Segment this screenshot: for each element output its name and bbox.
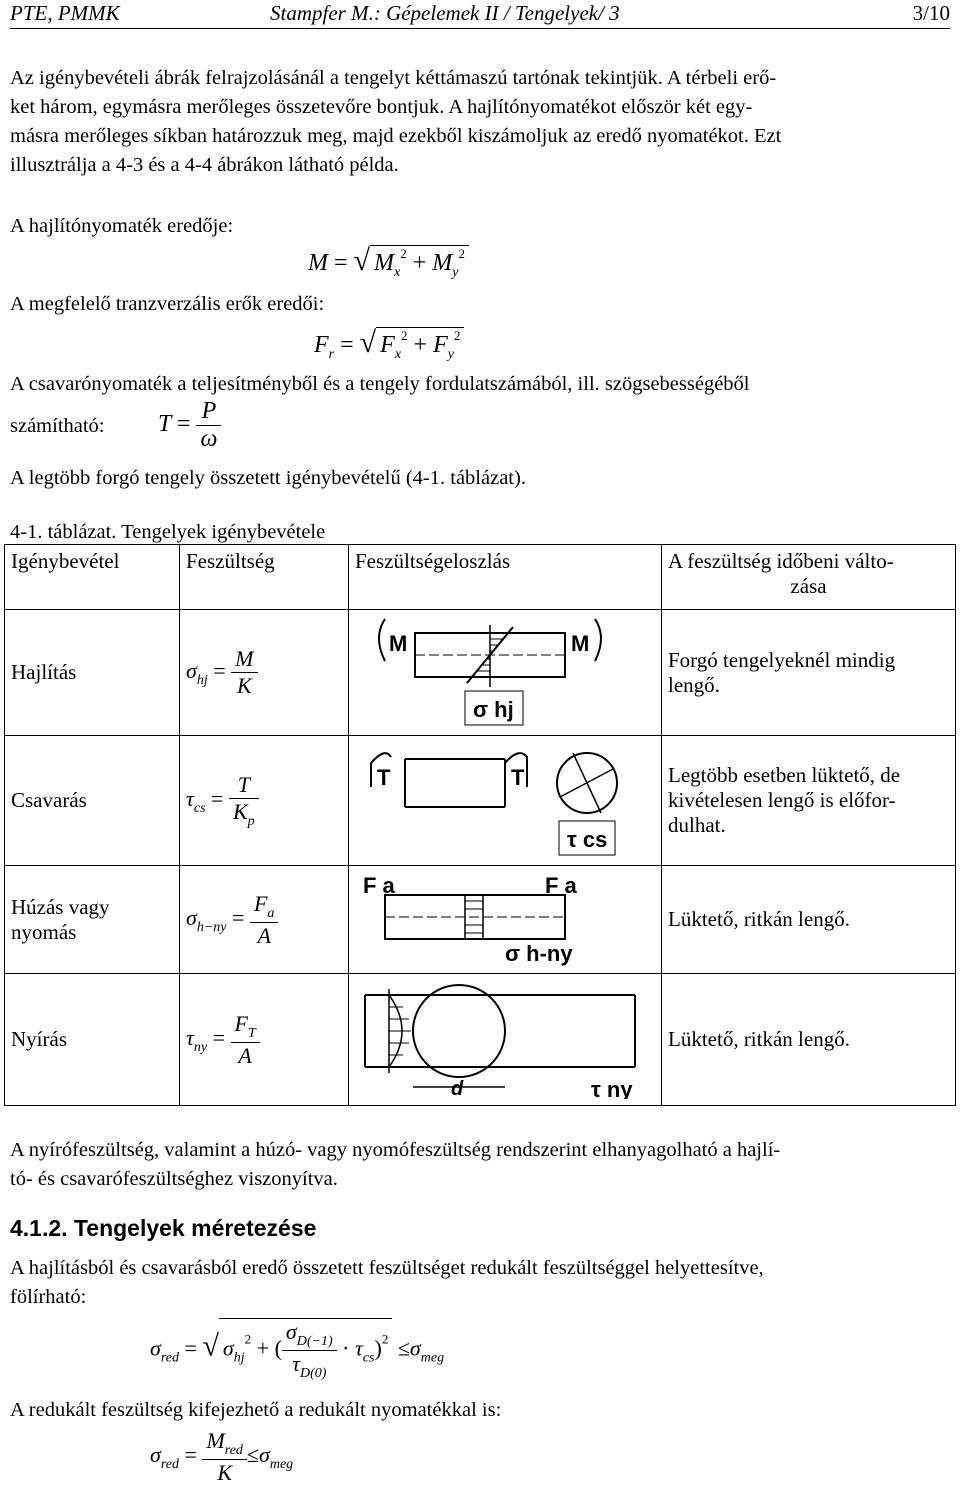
section-title: 4.1.2. Tengelyek méretezése [10,1215,317,1241]
table-header-row [5,545,956,610]
stress-formula: $\tau_{ny}$ = $\frac{F_T}{A}$ [180,974,349,1106]
change-text: Lüktető, ritkán lengő. [662,974,956,1106]
reduced-stress-formula: $\sigma_{red}$ = √ $\sigma_{hj}^2$ + ( $\frac{\sigma_{D(-1)}}{\tau_{D(0)}}$ · $\tau_{cs})^2 \le\sigma_{meg}$ [150,1319,445,1381]
fig-label: σ hj [473,696,514,722]
table-row [5,974,956,1106]
combined-text: A legtöbb forgó tengely összetett igénybevételű (4-1. táblázat). [10,467,526,489]
col-header: Feszültségeloszlás [349,545,662,610]
page-number: 3/10 [912,1,950,25]
reduced-label: A redukált feszültség kifejezhető a redukált nyomatékkal is: [10,1399,502,1421]
stress-formula: $\tau_{cs}$ = $\frac{T}{K_p}$ [180,736,349,866]
col-header: Igénybevétel [5,545,180,610]
torque-formula: T = $\frac{P}{\omega}$ [158,398,221,453]
fig-label: M [389,630,408,656]
distribution-figure [349,736,662,866]
fig-label: T [511,764,525,790]
table-caption: 4-1. táblázat. Tengelyek igénybevétele [10,521,326,543]
moment-label: A hajlítónyomaték eredője: [10,215,234,237]
fig-label: d [451,1077,464,1099]
change-text: Lüktető, ritkán lengő. [662,866,956,974]
fig-label: σ h-ny [505,940,573,966]
tension-figure [355,867,655,967]
intro-line: Az igénybevételi ábrák felrajzolásánál a tengelyt kéttámaszú tartónak tekintjük. A térbeli erő- [10,67,777,89]
fig-label: T [377,764,391,790]
stress-formula: $\sigma_{h-ny}$ = $\frac{F_a}{A}$ [180,866,349,974]
intro-paragraph [10,64,950,180]
force-formula: $F_r$ = √ $F_x^2 + F_y^2$ [314,326,464,363]
fig-label: τ cs [567,826,608,852]
row-name: Nyírás [5,974,180,1106]
col-header: A feszültség időbeni válto- zása [662,545,956,610]
intro-line: másra merőleges síkban határozzuk meg, majd ezekből kiszámoljuk az eredő nyomatékot. Ezt [10,125,782,147]
torsion-figure [355,737,655,859]
page-header [10,0,950,29]
section-text: A hajlításból és csavarásból eredő összetett feszültséget redukált feszültséggel helyettesítve, fölírható: [10,1257,764,1308]
row-name: Csavarás [5,736,180,866]
change-text: Forgó tengelyeknél mindig lengő. [662,610,956,736]
shear-note: A nyírófeszültség, valamint a húzó- vagy nyomófeszültség rendszerint elhanyagolható a hajlí- tó- és csavarófeszültséghez viszonyítva. [10,1139,781,1190]
bending-figure [355,611,655,729]
col-header: Feszültség [180,545,349,610]
header-center: Stampfer M.: Gépelemek II / Tengelyek/ 3 [270,1,620,25]
fig-label: τ ny [591,1076,633,1099]
distribution-figure [349,610,662,736]
distribution-figure [349,974,662,1106]
torque-text: A csavarónyomaték a teljesítményből és a tengely fordulatszámából, ill. szögsebességéből [10,373,750,395]
table-row [5,610,956,736]
force-label: A megfelelő tranzverzális erők eredői: [10,293,325,315]
reduced-moment-formula: $\sigma_{red}$ = $\frac{M_{red}}{K}$ $\le\sigma_{meg}$ [150,1428,294,1485]
fig-label: M [571,630,590,656]
fig-label: F a [545,872,577,898]
row-name: Húzás vagy nyomás [5,866,180,974]
intro-line: illusztrálja a 4-3 és a 4-4 ábrákon látható példa. [10,154,399,176]
torque-label: számítható: [10,415,105,437]
change-text: Legtöbb esetben lüktető, de kivételesen lengő is előfor- dulhat. [662,736,956,866]
table-row [5,866,956,974]
stress-formula: $\sigma_{hj}$ = $\frac{M}{K}$ [180,610,349,736]
row-name: Hajlítás [5,610,180,736]
header-left: PTE, PMMK [10,1,120,25]
moment-formula: M = √ $M_x^2 + M_y^2$ [308,244,469,281]
load-table [4,544,956,1106]
intro-line: ket három, egymásra merőleges összetevőre bontjuk. A hajlítónyomatékot először két egy- [10,96,753,118]
table-row [5,736,956,866]
distribution-figure [349,866,662,974]
fig-label: F a [363,872,395,898]
shear-figure [355,975,655,1099]
